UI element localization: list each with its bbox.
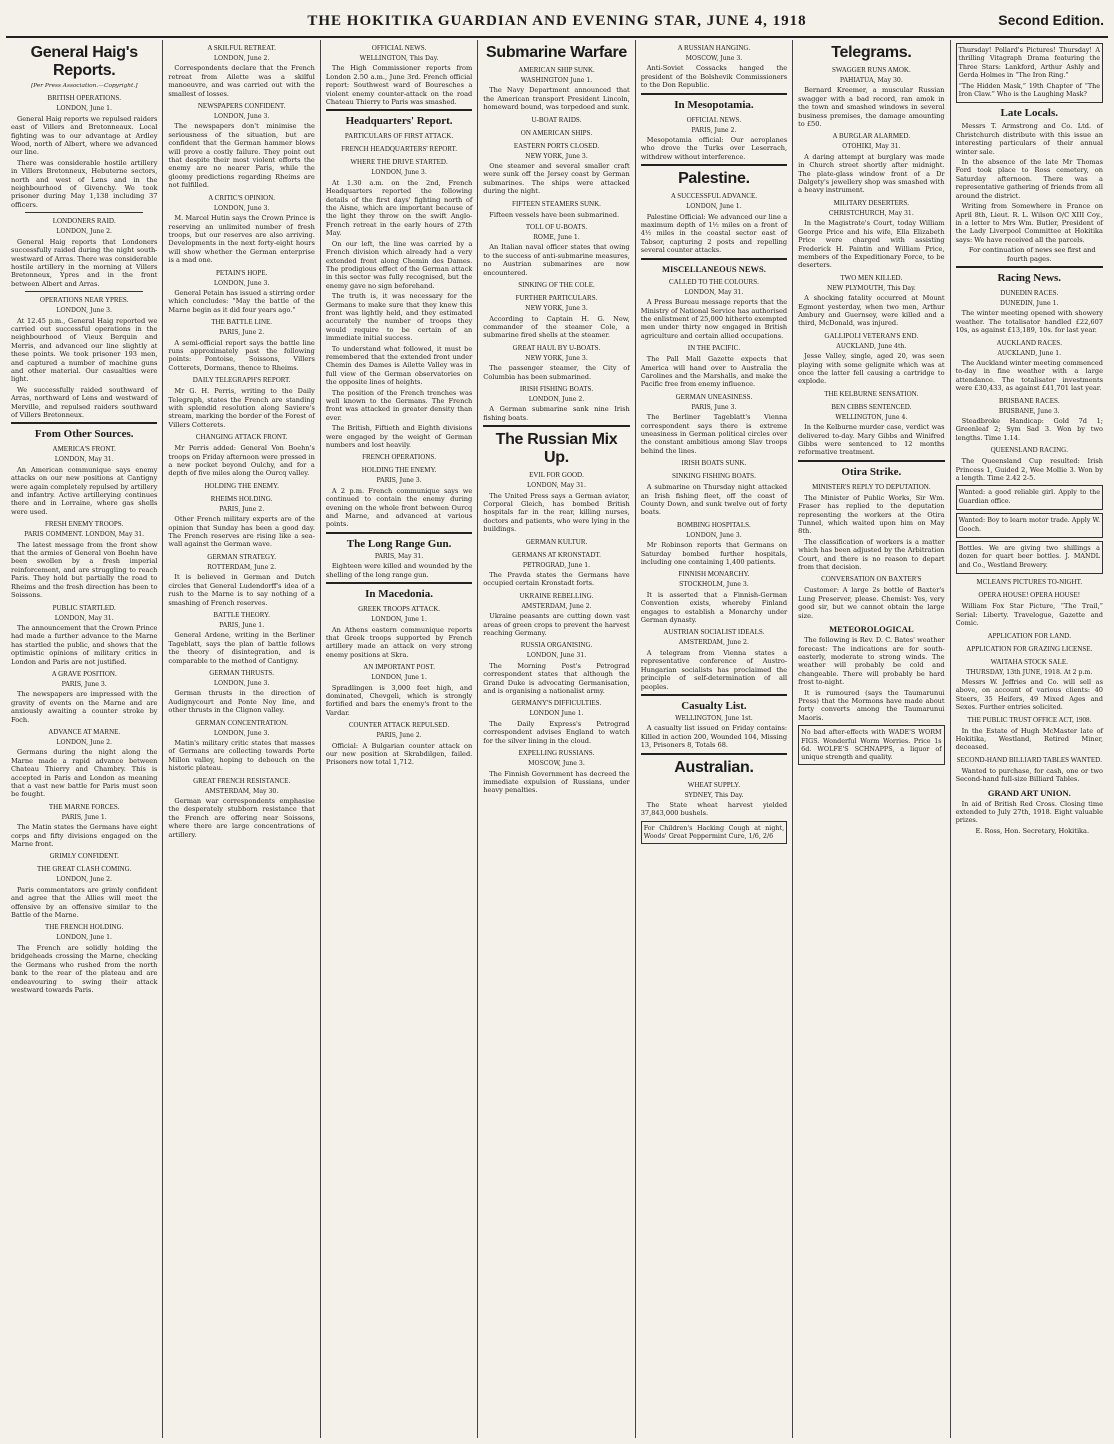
dateline: MOSCOW, June 3.: [528, 760, 585, 768]
paragraph: Fifteen vessels have been submarined.: [489, 210, 620, 219]
dateline: PARIS, June 1.: [219, 621, 265, 629]
subhead: FINNISH MONARCHY.: [678, 570, 750, 579]
subhead: COUNTER ATTACK REPULSED.: [348, 721, 450, 730]
subhead: FRENCH OPERATIONS.: [362, 453, 437, 462]
paragraph: The Matin states the Germans have eight corps and fifty divisions engaged on the Marne front.: [11, 823, 158, 849]
subhead: EXPELLING RUSSIANS.: [518, 749, 595, 758]
subhead: FRESH ENEMY TROOPS.: [45, 520, 124, 529]
paragraph: Wanted to purchase, for cash, one or two Second-hand full-size Billiard Tables.: [955, 766, 1103, 784]
dateline: LONDON, May 31.: [54, 614, 114, 622]
paragraph: Spradlingen is 3,000 feet high, and dominated, Chevgeli, which is strongly fortified and bars the enemy's front to the Vardar.: [325, 683, 473, 717]
subhead: PETAIN'S HOPE.: [216, 268, 268, 277]
subhead: CHANGING ATTACK FRONT.: [195, 433, 288, 442]
paragraph: German thrusts in the direction of Audignycourt and Ponte Noy line, and other thrusts in the Clignon valley.: [168, 689, 315, 715]
headline-miscellaneous: MISCELLANEOUS NEWS.: [661, 263, 766, 274]
column-5: [636, 40, 793, 1438]
dateline: SYDNEY, This Day.: [684, 791, 744, 799]
subhead: A CRITIC'S OPINION.: [208, 193, 276, 202]
subhead: GERMAN STRATEGY.: [207, 552, 276, 561]
paragraph: Matin's military critic states that masses of Germans are collecting towards Porte Millon valley, hoping to debouch on the historic plateau.: [168, 738, 315, 773]
headline-late-locals: Late Locals.: [1000, 107, 1058, 120]
paragraph: A casualty list issued on Friday contains: Killed in action 200, Wounded 104, Missing 13, Prisoners 8, Totals 68.: [640, 724, 788, 750]
dateline: LONDON June 1.: [529, 710, 584, 718]
subhead: EASTERN PORTS CLOSED.: [513, 141, 600, 150]
subhead: AN IMPORTANT POST.: [363, 663, 435, 672]
ad-text: Wanted: a good reliable girl. Apply to the Guardian office.: [958, 488, 1100, 505]
paragraph: Messrs W. Jeffries and Co. will sell as above, on account of various clients: 40 Steers, 35 Heifers, 49 Mixed Ages and Sexes. Further entries solicited.: [955, 677, 1103, 712]
paragraph: General Ardene, writing in the Berliner Tageblatt, says the plan of battle follows the theory of disintegration, and is comparable to the method of Cantigny.: [168, 631, 315, 665]
dateline: PARIS, June 3.: [691, 403, 737, 411]
paragraph: A semi-official report says the battle line runs approximately past the following points: Pontoise, Soissons, Villers Cotterets, Dormans, thence to Rheims.: [168, 338, 315, 372]
subhead: ADVANCE AT MARNE.: [48, 727, 121, 736]
subhead: SWAGGER RUNS AMOK.: [831, 66, 911, 74]
paragraph: Mr Perris added: General Von Boehn's troops on Friday afternoon were pressed in a new pocket beyond Oulchy, and for a depth of five miles along the Ourcq valley.: [168, 444, 315, 478]
paragraph: A shocking fatality occurred at Mount Egmont yesterday, when two men, Arthur Ambury and Guernsey, were killed and a third, McDonald, was injured.: [798, 294, 945, 328]
paragraph: It is believed in German and Dutch circles that General Ludendorff's idea of a rush to the Marne is to say nothing of a smashing of French reserves.: [168, 573, 315, 607]
paragraph: Mesopotamia official: Our aeroplanes who drove the Turks over Leserrach, withdrew without interference.: [640, 136, 788, 161]
dateline: LONDON, June 1.: [56, 934, 112, 942]
subhead: BOMBING HOSPITALS.: [677, 520, 751, 529]
edition-label: Second Edition.: [998, 12, 1104, 28]
dateline: PAHIATUA, May 30.: [839, 77, 903, 84]
subhead: FRENCH HEADQUARTERS' REPORT.: [341, 145, 458, 154]
dateline: LONDON, June 3.: [56, 307, 112, 315]
headline-mesopotamia: In Mesopotamia.: [674, 98, 754, 111]
dateline: ROTTERDAM, June 2.: [207, 563, 277, 571]
subhead: U-BOAT RAIDS.: [531, 115, 582, 124]
subhead: A BURGLAR ALARMED.: [832, 132, 911, 141]
paragraph: The winter meeting opened with showery weather. The totalisator handled £22,607 10s, as against £13,189, 10s. for last year.: [955, 309, 1103, 335]
dateline: BRISBANE, June 3.: [998, 407, 1060, 415]
dateline: PARIS COMMENT. LONDON, May 31.: [24, 531, 145, 539]
subhead: BATTLE THEORY.: [213, 610, 270, 619]
paragraph: A Press Bureau message reports that the Ministry of National Service has authorised the enlistment of 25,000 hitherto exempted men under thirty now engaged in British agriculture and certain allied occupations.: [640, 298, 788, 340]
subhead: CALLED TO THE COLOURS.: [669, 277, 759, 286]
subhead: MILITARY DESERTERS.: [833, 198, 910, 207]
headline-otira-strike: Otira Strike.: [841, 465, 902, 478]
subhead: THE BATTLE LINE.: [211, 318, 273, 327]
dateline: LONDON, June 3.: [213, 113, 270, 121]
paragraph: According to Captain H. G. New, commander of the steamer Cole, a submarine fired shells at the steamer.: [483, 314, 630, 340]
column-2: [163, 40, 320, 1438]
paragraph: The Pall Mall Gazette expects that America will hand over to Australia the Carolines and the Marshalls, and make the Pacific free from enemy influence.: [640, 355, 788, 389]
paragraph: An Athens eastern communique reports that Greek troops supported by French artillery made an attack on very strong enemy positions at Skra.: [325, 625, 473, 659]
paragraph: It is rumoured (says the Taumarunui Press) that the Mormons have made about forty converts among the Taumarunui Maoris.: [798, 688, 945, 722]
paragraph: Eighteen were killed and wounded by the shelling of the long range gun.: [325, 562, 473, 579]
paragraph: The newspapers are impressed with the gravity of events on the Marne and are anxiously awaiting a counter stroke by Foch.: [11, 690, 158, 724]
dateline: LONDON, June 2.: [56, 228, 112, 236]
headline-long-range-gun: The Long Range Gun.: [346, 537, 452, 550]
paragraph: It is asserted that a Finnish-German Convention exists, whereby Finland engages to establish a Monarchy under German dynasty.: [640, 590, 788, 625]
paragraph: A telegram from Vienna states a representative conference of Austro-Hungarian socialists has proclaimed the principle of self-determination of all peoples.: [640, 648, 788, 691]
subhead: IRISH BOATS SUNK.: [681, 459, 747, 468]
subhead: GREEK TROOPS ATTACK.: [358, 605, 441, 614]
headline-art-union: GRAND ART UNION.: [987, 787, 1071, 798]
paragraph: The latest message from the front show that the armies of General von Boehn have been swollen by a fresh imperial reinforcement, and are struggling to reach Paris. They hold but partially the road to Rheims and the fresh direction has been to Soissons.: [11, 540, 158, 600]
dateline: PARIS, June 2.: [219, 505, 265, 513]
paragraph: The Berliner Tageblatt's Vienna correspondent says there is extreme uneasiness in German political circles over the constant ambitious among Slav troops behind the lines.: [640, 413, 788, 455]
paragraph: Mr G. H. Perris, writing to the Daily Telegraph, states the French are standing with splendid resolution along Saviere's stream, marking the border of the Forest of Villers Cotterets.: [168, 387, 315, 429]
subhead: BEN CIBBS SENTENCED.: [831, 402, 912, 411]
ad-text: Wanted: Boy to learn motor trade. Apply W. Gooch.: [958, 516, 1100, 533]
paragraph: The Daily Express's Petrograd correspondent advises England to watch for the silver lining in the cloud.: [483, 719, 630, 745]
subhead: RHEIMS HOLDING.: [210, 494, 273, 503]
column-1: [6, 40, 163, 1438]
column-6: [793, 40, 950, 1438]
paragraph: Customer: A large 2s bottle of Baxter's Lung Preserver, please. Chemist: Yes, very good sir, but we cannot obtain the large size.: [798, 586, 945, 620]
dateline: PARIS, May 31.: [374, 552, 424, 560]
subhead: GERMANY'S DIFFICULTIES.: [511, 699, 602, 708]
dateline: LONDON, June 3.: [213, 679, 270, 687]
paragraph: Steadbroke Handicap: Gold 7d 1; Greenleaf 2; Sym Sad 3. Won by two lengths. Time 1.14.: [955, 417, 1103, 442]
subhead: MCLEAN'S PICTURES TO-NIGHT.: [976, 578, 1083, 587]
paragraph: Anti-Soviet Cossacks hanged the president of the Bolshevik Commissioners to the Don Republic.: [640, 64, 788, 90]
subhead: TOLL OF U-BOATS.: [525, 223, 588, 232]
headline-meteorological: METEOROLOGICAL: [829, 624, 914, 635]
subhead: AMERICA'S FRONT.: [52, 445, 116, 454]
paragraph: Germans during the night along the Marne made a rapid advance between Chateau Thierry and Chambry. This is accepted in Paris and London as meaning that a vast new battle for Paris must soon be fought.: [11, 748, 158, 799]
classified-ad: [956, 541, 1103, 574]
paragraph: The Navy Department announced that the American transport President Lincoln, homeward bound, was torpedoed and sunk.: [483, 86, 630, 112]
dateline: PARIS, June 1.: [61, 813, 107, 821]
paragraph: An Italian naval officer states that owing to the success of anti-submarine measures, no Austrian submarines are now encountered.: [483, 243, 630, 277]
dateline: NEW YORK, June 3.: [525, 354, 588, 362]
paragraph: In aid of British Red Cross. Closing time extended to July 27th, 1918. Eight valuable prizes.: [955, 799, 1103, 825]
paragraph: On our left, the line was carried by a French division which already had a very extended front along Chemin des Dames. The prodigious effect of the German attack in this sector was fully recognised, but the enemy gave no sign beforehand.: [325, 239, 473, 290]
paragraph: In the absence of the late Mr Thomas Ford took place to Ross cemetery, on Saturday afternoon. There was a representative gathering of friends from all around the district.: [955, 158, 1103, 200]
dateline: OTOHIKI, May 31.: [842, 143, 901, 151]
paragraph: The announcement that the Crown Prince had made a further advance to the Marne has startled the public, and shows that the optimistic opinions of military critics in London and Paris are not justified.: [11, 623, 158, 666]
dateline: WASHINGTON June 1.: [520, 77, 593, 84]
paragraph: The United Press says a German aviator, Corporal Gleich, has bombed British hospitals far in the rear, killing nurses, doctors and patients, who were lying in the buildings.: [483, 491, 630, 534]
subhead: OPERATIONS NEAR YPRES.: [39, 296, 129, 305]
paragraph: The position of the French trenches was well known to the Germans. The French front was attacked in greater density than ever.: [325, 388, 473, 422]
dateline: LONDON, June 2.: [213, 55, 270, 62]
subhead: THE PUBLIC TRUST OFFICE ACT, 1908.: [967, 715, 1092, 724]
ad-text: Bottles. We are giving two shillings a dozen for quart beer bottles. J. MANDL and Co., Westland Brewery.: [958, 544, 1100, 569]
signature: E. Ross, Hon. Secretary, Hokitika.: [975, 826, 1090, 835]
dateline: THURSDAY, 13th JUNE, 1918. At 2 p.m.: [966, 668, 1093, 676]
subhead: LONDONERS RAID.: [52, 217, 116, 226]
subhead: AUSTRIAN SOCIALIST IDEALS.: [663, 628, 765, 637]
subhead: HOLDING THE ENEMY.: [204, 481, 279, 490]
subhead: IN THE PACIFIC.: [687, 344, 741, 353]
classified-ad: [956, 513, 1103, 538]
dateline: PETROGRAD, June 1.: [522, 561, 591, 569]
subhead: CONVERSATION ON BAXTER'S: [821, 575, 922, 584]
subhead: A SKILFUL RETREAT.: [207, 44, 276, 52]
paragraph: The High Commissioner reports from London 2.50 a.m., June 3rd. French official report: Southwest ward of Bouresches a violent enemy counter-attack on the road Chateau Thierry to Paris was smashed.: [325, 64, 473, 107]
subhead: ON AMERICAN SHIPS.: [520, 128, 593, 137]
paragraph: In the Kelburne murder case, verdict was delivered to-day. Mary Gibbs and Winifred Gibbs were sentenced to 12 months reformative treatment.: [798, 423, 945, 457]
paragraph: The passenger steamer, the City of Columbia has been submarined.: [483, 364, 630, 381]
dateline: LONDON, June 31.: [526, 652, 587, 660]
headline-submarine-warfare: Submarine Warfare: [485, 44, 627, 61]
dateline: LONDON, June 2.: [528, 395, 585, 403]
paragraph: The truth is, it was necessary for the Germans to make sure that they knew this front was lightly held, and they estimated accurately the number of troops they would require to be certain of an immediate initial success.: [325, 292, 473, 343]
subhead: OFFICIAL NEWS.: [371, 44, 427, 52]
subhead: APPLICATION FOR GRAZING LICENSE.: [966, 644, 1093, 653]
subhead: DUNEDIN RACES.: [1000, 288, 1059, 297]
paragraph: At 1.30 a.m. on the 2nd, French Headquarters reported the following details of the first days' fighting north of the Aisne, which are important because of the light they throw on the swift Anglo-French retreat in the early hours of 27th May.: [325, 178, 473, 238]
subhead: GERMAN KULTUR.: [525, 537, 588, 546]
masthead: [6, 6, 1108, 38]
dateline: AMSTERDAM, May 30.: [204, 787, 279, 795]
paragraph: A 2 p.m. French communique says we continued to contain the enemy during evening on the whole front between Ourcq and Marne, and advanced at various points.: [325, 486, 473, 529]
subhead: QUEENSLAND RACING.: [990, 446, 1068, 455]
paragraph: There was considerable hostile artillery in Villers Bretonneux, Hebuterne sectors, north and west of Lens and in the neighbourhood of Givenchy. We took prisoner during May 1,138 including 37 officers.: [11, 158, 158, 209]
subhead: A SUCCESSFUL ADVANCE.: [670, 192, 757, 201]
headline-haig: General Haig's Reports.: [30, 44, 138, 79]
subhead: FIFTEEN STEAMERS SUNK.: [512, 199, 601, 208]
paragraph: A German submarine sank nine Irish fishing boats.: [483, 405, 630, 422]
paragraph: To understand what followed, it must be remembered that the extended front under Chemin des Dames is Ailette Valley was in full view of the German observatories on the opposite lines of heights.: [325, 344, 473, 387]
subhead: THE MARNE FORCES.: [48, 802, 120, 811]
subhead: WHEAT SUPPLY.: [687, 780, 741, 789]
paragraph: In the Magistrate's Court, today William George Price and his wife, Ella Elizabeth Price were charged with assisting Frederick H. Paintin and William Price, members of the Expeditionary Force, to be deserters.: [798, 219, 945, 270]
subhead: GERMANS AT KRONSTADT.: [512, 550, 601, 559]
subhead: BRISBANE RACES.: [998, 396, 1060, 405]
headline-telegrams: Telegrams.: [831, 44, 912, 61]
paragraph: The British, Fiftieth and Eighth divisions were engaged by the weight of German numbers and lost heavily.: [325, 424, 473, 450]
paragraph: An American communique says enemy attacks on our new positions at Cantigny were again completely repulsed by artillery and infantry. Active artillerying continues there and in Lorraine, where gas shells were used.: [11, 465, 158, 516]
paragraph: The following is Rev. D. C. Bates' weather forecast: The indications are for south-easterly, moderate to strong winds. The weather will probably be cold and changeable. There will probably be hard frost to-night.: [798, 636, 945, 687]
dateline: LONDON, June 2.: [56, 738, 112, 746]
subhead: GREAT HAUL BY U-BOATS.: [512, 343, 601, 352]
subhead: IRISH FISHING BOATS.: [519, 384, 594, 393]
dateline: PARIS, June 2.: [376, 732, 422, 740]
paragraph: The State wheat harvest yielded 37,843,000 bushels.: [640, 800, 788, 818]
subhead: SINKING OF THE COLE.: [518, 281, 595, 290]
dateline: NEW YORK, June 3.: [525, 305, 588, 313]
paragraph: The Pravda states the Germans have occupied certain Kronstadt forts.: [483, 571, 630, 588]
dateline: LONDON, June 3.: [686, 531, 742, 539]
subhead: GERMAN CONCENTRATION.: [195, 718, 288, 727]
subhead: PARTICULARS OF FIRST ATTACK.: [344, 132, 454, 141]
paragraph: The Morning Post's Petrograd correspondent states that although the Grand Duke is advocating Germanisation, and is organising a nationalist army.: [483, 661, 630, 696]
subhead: GALLIPOLI VETERAN'S END.: [824, 331, 919, 340]
paragraph: Bernard Kreemer, a muscular Russian swagger with a bad record, ran amok in the town and smashed windows in several business premises, the damage amounting to £50.: [798, 86, 945, 129]
subhead: A GRAVE POSITION.: [51, 669, 117, 678]
columns: [6, 40, 1108, 1438]
dateline: AMSTERDAM, June 2.: [678, 639, 749, 647]
paragraph: The French are solidly holding the bridgeheads crossing the Marne, checking the Germans who rushed from the north bank to the rear of the plateau and are endeavouring to swing their attack westward towards Paris.: [11, 943, 158, 994]
subhead: OPERA HOUSE! OPERA HOUSE!: [978, 591, 1081, 600]
dateline: ROME, June 1.: [533, 234, 580, 242]
paragraph: At 12.45 p.m., General Haig reported we carried out successful operations in the neighbourhood of Vieux Berquin and Merris, and advanced our line slightly at these points. We took prisoner 193 men, and captured a number of machine guns and other material. Our casualties were light.: [11, 316, 158, 384]
paragraph: German war correspondents emphasise the desperately stubborn resistance that the French are offering near Soissons, where there are large concentrations of artillery.: [168, 797, 315, 839]
subhead: SECOND-HAND BILLIARD TABLES WANTED.: [956, 755, 1102, 764]
dateline: PARIS, June 2.: [219, 329, 265, 337]
headline-casualty-list: Casualty List.: [681, 699, 747, 712]
paragraph: M. Marcel Hutin says the Crown Prince is reserving an unlimited number of fresh troops, but our reserves are also arriving. Developments in the next forty-eight hours will show whether the German enterprise is a mad one.: [168, 214, 315, 265]
subhead: MINISTER'S REPLY TO DEPUTATION.: [812, 482, 931, 491]
dateline: DUNEDIN, June 1.: [1000, 299, 1059, 307]
paragraph: General Haig reports that Londoners successfully raided during the night south-westward of Arras. There was considerable hostile artillery in the morning at Villers Bretonneux, Ypres and in the front between Albert and Arras.: [11, 237, 158, 288]
paragraph: General Haig reports we repulsed raiders east of Villers and Bretonneaux. Local fighting was to our advantage at Ardley Wood, north of Albert, where we advanced our line.: [11, 114, 158, 157]
pictures-advertisement: [956, 43, 1103, 103]
dateline: NEW PLYMOUTH, This Day.: [826, 284, 916, 292]
subhead: HOLDING THE ENEMY.: [361, 466, 437, 475]
dateline: LONDON, June 3.: [213, 729, 270, 737]
headline-headquarters: Headquarters' Report.: [345, 115, 453, 128]
headline-russian-mix-up: The Russian Mix Up.: [495, 431, 618, 467]
dateline: LONDON, May 31.: [527, 482, 586, 490]
subhead: DAILY TELEGRAPH'S REPORT.: [192, 376, 291, 385]
paragraph: Jesse Valley, single, aged 20, was seen playing with some gelignite which was at once the latter fell causing a cartridge to explode.: [798, 352, 945, 386]
subhead: OFFICIAL NEWS.: [686, 115, 742, 124]
paragraph: Ukraine peasants are cutting down vast areas of green crops to prevent the harvest reaching Germany.: [483, 612, 630, 638]
dateline: AUCKLAND, June 4th.: [836, 342, 907, 350]
paragraph: In the Estate of Hugh McMaster late of Hokitika, Westland, Retired Miner, deceased.: [955, 726, 1103, 752]
subhead: NEWSPAPERS CONFIDENT.: [197, 102, 286, 111]
subhead: GERMAN THRUSTS.: [209, 668, 275, 677]
headline-australian: Australian.: [674, 758, 754, 776]
dateline: WELLINGTON, June 1st.: [675, 714, 753, 722]
dateline: AMSTERDAM, June 2.: [521, 602, 592, 610]
dateline: PARIS, June 3.: [61, 680, 107, 688]
subhead: WAITAHA STOCK SALE.: [990, 657, 1068, 666]
dateline: LONDON, June 2.: [56, 876, 112, 884]
paragraph: A daring attempt at burglary was made in Church street shortly after midnight. The plate-glass window front of a Dr Dalgety's jewellery shop was smashed with a heavy instrument.: [798, 152, 945, 195]
paragraph: The newspapers don't minimise the seriousness of the situation, but are confident that the German hammer blows will prove a costly failure. They point out that despite their most violent efforts the enemy are no nearer Paris, while the gloomy predictions regarding Rheims are not fulfilled.: [168, 122, 315, 190]
paragraph: The classification of workers is a matter which has been adjusted by the Arbitration Court, and there is no reason to depart from that decision.: [798, 537, 945, 572]
paragraph: We successfully raided southward of Arras, northward of Lens and westward of Merville, and repulsed raiders southward of Villers Bretonneux.: [11, 385, 158, 419]
column-7: [951, 40, 1108, 1438]
paragraph: General Petain has issued a stirring order which concludes: "May the battle of the Marne begin as it did four years ago.": [168, 288, 315, 314]
dateline: LONDON, June 3.: [213, 279, 270, 287]
dateline: MOSCOW, June 3.: [685, 55, 743, 62]
ad-text: Thursday! Pollard's Pictures! Thursday! A thrilling Vitagraph Drama featuring the Three Stars: Lankford, Arthur Ashly and Gerda Holmes in “The Iron Ring.”: [958, 46, 1100, 80]
dateline: PARIS, June 3.: [376, 477, 422, 485]
headline-racing-news: Racing News.: [997, 271, 1062, 284]
subhead: RUSSIA ORGANISING.: [520, 641, 593, 650]
subhead: GERMAN UNEASINESS.: [675, 392, 753, 401]
subhead: AUCKLAND RACES.: [996, 338, 1062, 347]
headline-macedonia: In Macedonia.: [365, 588, 433, 601]
paragraph: Writing from Somewhere in France on April 8th, Lieut. R. L. Wilson O/C XIII Coy., in a letter to Mrs Wm. Butler, President of the Lady Liverpool Committee at Hokitika says: We have received all the parcels.: [955, 202, 1103, 244]
subhead: WHERE THE DRIVE STARTED.: [350, 158, 448, 167]
dateline: LONDON, June 1.: [371, 674, 427, 682]
classified-ad: [956, 485, 1103, 510]
advertisement: [641, 821, 787, 844]
subhead: FURTHER PARTICULARS.: [515, 294, 598, 303]
dateline: PARIS, June 2.: [691, 126, 737, 134]
paragraph: Mr Robinson reports that Germans on Saturday bombed further hospitals, including one containing 1,400 patients.: [640, 541, 788, 567]
subhead: BRITISH OPERATIONS.: [47, 94, 121, 103]
press-credit: [Per Press Association.—Copyright.]: [30, 83, 138, 89]
paragraph: Paris commentators are grimly confident and agree that the Allies will meet the offensive by an offensive similar to the Battle of the Marne.: [11, 885, 158, 920]
dateline: CHRISTCHURCH, May 31.: [828, 209, 914, 217]
subhead: THE GREAT CLASH COMING.: [37, 865, 132, 874]
subhead: PUBLIC STARTLED.: [52, 603, 116, 612]
dateline: LONDON, June 3.: [213, 204, 270, 212]
paragraph: Other French military experts are of the opinion that Sunday has been a good day. The French reserves are rising like a sea-wall against the German wave.: [168, 515, 315, 549]
subhead: TWO MEN KILLED.: [840, 273, 903, 282]
subhead: AMERICAN SHIP SUNK.: [518, 66, 595, 74]
masthead-title: THE HOKITIKA GUARDIAN AND EVENING STAR, JUNE 4, 1918: [307, 12, 807, 29]
dateline: LONDON, June 1.: [371, 616, 427, 624]
paragraph: Official: A Bulgarian counter attack on our new position at Skrabdilgen, failed. Prisoners now total 1,712.: [325, 741, 473, 767]
paragraph: The Auckland winter meeting commenced to-day in fine weather with a large attendance. The totalisator investments were £30,433, as against £41,701 last year.: [955, 358, 1103, 393]
subhead: THE FRENCH HOLDING.: [45, 923, 124, 932]
paragraph: The Finnish Government has decreed the immediate expulsion of Russians, under heavy penalties.: [483, 769, 630, 795]
subhead: A RUSSIAN HANGING.: [677, 44, 751, 52]
advertisement: [798, 725, 944, 765]
dateline: NEW YORK, June 3.: [525, 152, 588, 160]
dateline: LONDON, May 31.: [684, 288, 744, 296]
continuation-note: For continuation of news see first and fourth pages.: [968, 246, 1096, 263]
paragraph: The Minister of Public Works, Sir Wm. Fraser has replied to the deputation representing the workers at the Otira Tunnel, which waited upon him on May 8th.: [798, 493, 945, 536]
dateline: LONDON, June 1.: [686, 203, 742, 211]
subhead: GREAT FRENCH RESISTANCE.: [193, 776, 291, 785]
subhead: SINKING FISHING BOATS.: [672, 472, 756, 481]
headline-other-sources: From Other Sources.: [34, 428, 134, 441]
dateline: LONDON, May 31.: [54, 456, 114, 464]
paragraph: A submarine on Thursday night attacked an Irish fishing fleet, off the coast of County Down, and sunk twelve out of forty boats.: [640, 483, 788, 517]
dateline: WELLINGTON, This Day.: [359, 55, 439, 62]
paragraph: Palestine Official: We advanced our line a maximum depth of 1½ miles on a front of 4½ miles in the coastal sector east of Tabsor, capturing 2 posts and repelling several counter attacks.: [640, 212, 788, 255]
paragraph: William Fox Star Picture, “The Trail,” Serial: Liberty. Travelogue, Gazette and Comic.: [955, 602, 1103, 628]
column-4: [478, 40, 635, 1438]
dateline: LONDON, June 3.: [371, 169, 427, 177]
subhead: THE KELBURNE SENSATION.: [824, 389, 919, 398]
dateline: AUCKLAND, June 1.: [997, 349, 1062, 357]
paragraph: One steamer and several smaller craft were sunk off the Jersey coast by German submarines. The ships were attacked during the night.: [483, 162, 630, 196]
ad-text: For Children's Hacking Cough at night, Woods' Great Peppermint Cure, 1/6, 2/6: [643, 823, 785, 841]
paragraph: Messrs T. Armstrong and Co. Ltd. of Christchurch distribute with this issue an interesting particulars of their annual winter sale.: [955, 122, 1103, 156]
ad-text: “The Hidden Mask,” 19th Chapter of “The Iron Claw.” Who is the Laughing Mask?: [958, 81, 1100, 99]
subhead: UKRAINE REBELLING.: [519, 591, 594, 600]
dateline: STOCKHOLM, June 3.: [679, 581, 749, 589]
headline-palestine: Palestine.: [678, 170, 750, 188]
column-3: [321, 40, 478, 1438]
subhead: APPLICATION FOR LAND.: [987, 631, 1071, 640]
paragraph: Correspondents declare that the French retreat from Ailette was a skilful manoeuvre, and was carried out with the smallest of losses.: [168, 64, 315, 98]
paragraph: The Queensland Cup resulted: Irish Princess 1, Guided 2, Wee Mollie 3. Won by a length. Time 2.42 2-5.: [955, 457, 1103, 483]
ad-text: No bad after-effects with WADE'S WORM FIGS. Wonderful Worm Worries. Price 1s 6d. WOLFE'S SCHNAPPS, a liquor of unique strength and quality.: [801, 728, 942, 762]
dateline: WELLINGTON, June 4.: [835, 413, 908, 421]
subhead: GRIMLY CONFIDENT.: [49, 852, 119, 861]
subhead: EVIL FOR GOOD.: [529, 471, 584, 480]
dateline: LONDON, June 1.: [56, 105, 112, 113]
